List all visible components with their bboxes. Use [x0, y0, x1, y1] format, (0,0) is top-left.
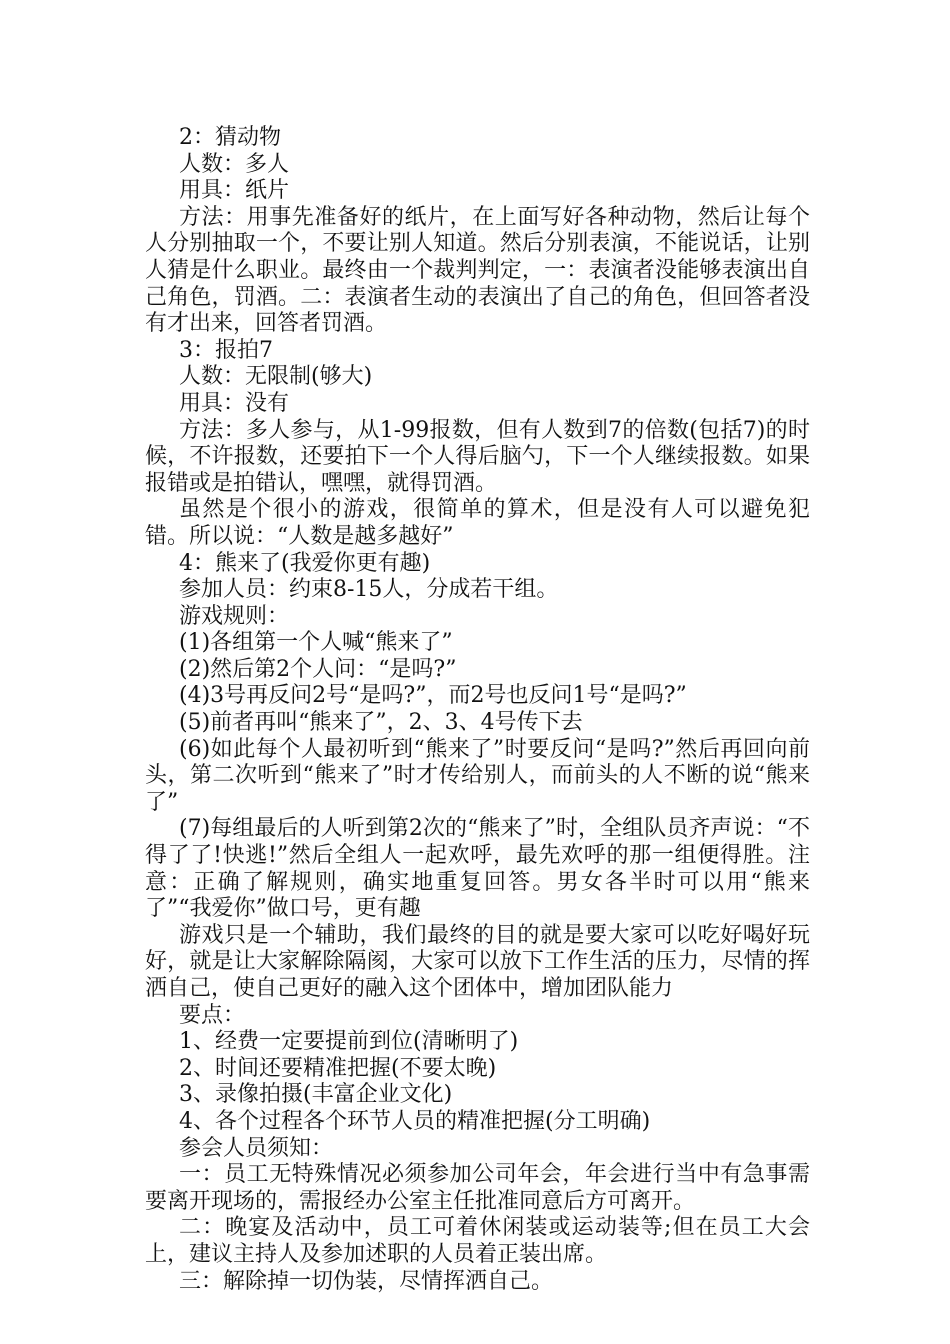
players-line: 人数：无限制(够大) — [179, 364, 373, 390]
rule-item: (2)然后第2个人问：“是吗?” — [179, 656, 457, 682]
props-line: 用具：纸片 — [179, 178, 290, 204]
rule-item: (4)3号再反问2号“是吗?”，而2号也反问1号“是吗?” — [179, 683, 687, 709]
section-heading-bear-coming: 4：熊来了(我爱你更有趣) — [179, 550, 431, 576]
section-heading-clap-seven: 3：报拍7 — [179, 337, 273, 363]
rule-item: (6)如此每个人最初听到“熊来了”时要反问“是吗?”然后再回向前头，第二次听到“熊来了”时才传给别人，而前头的人不断的说“熊来了” — [145, 736, 810, 815]
rule-item: (7)每组最后的人听到第2次的“熊来了”时，全组队员齐声说：“不得了了!快逃!”然后全组人一起欢呼，最先欢呼的那一组便得胜。注意：正确了解规则，确实地重复回答。男女各半时可以用“熊来了”“我爱你”做口号，更有趣 — [145, 816, 810, 922]
notice-item: 三：解除掉一切伪装，尽情挥洒自己。 — [179, 1268, 554, 1294]
method-paragraph: 方法：多人参与，从1-99报数，但有人数到7的倍数(包括7)的时候，不许报数，还要拍下一个人得后脑勺，下一个人继续报数。如果报错或是拍错认，嘿嘿，就得罚酒。 — [145, 417, 810, 496]
key-point-item: 1、经费一定要提前到位(清晰明了) — [179, 1029, 519, 1055]
notice-item: 一：员工无特殊情况必须参加公司年会，年会进行当中有急事需要离开现场的，需报经办公室主任批准同意后方可离开。 — [145, 1162, 810, 1214]
rule-item: (5)前者再叫“熊来了”，2、3、4号传下去 — [179, 710, 583, 736]
key-point-item: 3、录像拍摄(丰富企业文化) — [179, 1082, 453, 1108]
attendee-notice-heading: 参会人员须知： — [179, 1135, 334, 1161]
note-paragraph: 虽然是个很小的游戏，很简单的算术，但是没有人可以避免犯错。所以说：“人数是越多越好” — [145, 497, 810, 549]
section-heading-guess-animal: 2：猜动物 — [179, 125, 281, 150]
key-point-item: 4、各个过程各个环节人员的精准把握(分工明确) — [179, 1108, 651, 1134]
rules-heading: 游戏规则： — [179, 603, 290, 629]
notice-item: 二：晚宴及活动中，员工可着休闲装或运动装等;但在员工大会上，建议主持人及参加述职的人员着正装出席。 — [145, 1215, 810, 1267]
method-paragraph: 方法：用事先准备好的纸片，在上面写好各种动物，然后让每个人分别抽取一个，不要让别人知道。然后分别表演，不能说话，让别人猜是什么职业。最终由一个裁判判定，一：表演者没能够表演出自己角色，罚酒。二：表演者生动的表演出了自己的角色，但回答者没有才出来，回答者罚酒。 — [145, 204, 810, 337]
props-line: 用具：没有 — [179, 390, 290, 416]
participants-line: 参加人员：约束8-15人，分成若干组。 — [179, 577, 559, 603]
rule-item: (1)各组第一个人喊“熊来了” — [179, 630, 453, 656]
key-point-item: 2、时间还要精准把握(不要太晚) — [179, 1055, 497, 1081]
document-body — [145, 125, 810, 1295]
summary-paragraph: 游戏只是一个辅助，我们最终的目的就是要大家可以吃好喝好玩好，就是让大家解除隔阂，大家可以放下工作生活的压力，尽情的挥洒自己，使自己更好的融入这个团体中，增加团队能力 — [145, 922, 810, 1001]
key-points-heading: 要点： — [179, 1002, 246, 1028]
players-line: 人数：多人 — [179, 151, 290, 177]
